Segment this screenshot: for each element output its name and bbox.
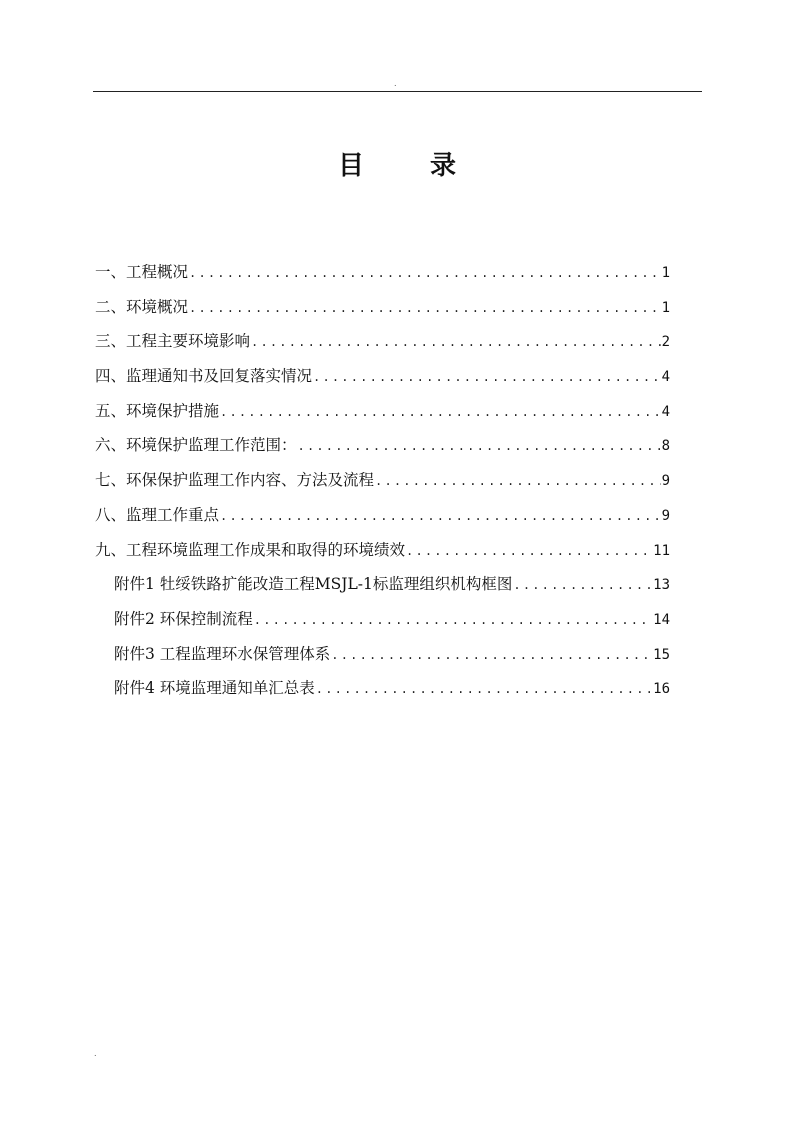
header-mark: . — [394, 79, 397, 88]
toc-leader-dots — [189, 298, 661, 318]
header-rule — [93, 91, 702, 92]
toc-entry-text: 五、环境保护措施 — [95, 401, 220, 420]
toc-leader-dots — [313, 367, 661, 387]
toc-entry-text: 附件4 环境监理通知单汇总表 — [114, 679, 315, 698]
toc-entry-text: 一、工程概况 — [95, 263, 189, 281]
toc-entry-page: 4 — [661, 403, 670, 420]
toc-entry-6[interactable] — [95, 435, 670, 470]
toc-entry-text: 三、工程主要环境影响 — [95, 332, 251, 351]
toc-entry-appendix-3[interactable] — [95, 644, 670, 679]
toc-entry-text: 附件3 工程监理环水保管理体系 — [114, 644, 331, 663]
toc-entry-page: 1 — [661, 265, 670, 281]
toc-leader-dots — [251, 332, 661, 352]
toc-entry-8[interactable] — [95, 505, 670, 540]
toc-entry-page: 13 — [653, 577, 670, 594]
toc-leader-dots — [406, 541, 652, 561]
toc-entry-page: 15 — [653, 646, 670, 663]
toc-entry-1[interactable] — [95, 262, 670, 297]
toc-entry-5[interactable] — [95, 401, 670, 436]
page-title: 目录 — [337, 151, 522, 181]
toc-leader-dots — [189, 263, 661, 283]
toc-entry-page: 14 — [653, 611, 670, 628]
table-of-contents — [95, 262, 670, 713]
toc-entry-text: 六、环境保护监理工作范围： — [95, 436, 297, 455]
toc-entry-text: 八、监理工作重点 — [95, 505, 220, 524]
toc-entry-2[interactable] — [95, 297, 670, 332]
toc-entry-page: 2 — [661, 334, 670, 351]
toc-entry-page: 4 — [661, 369, 670, 386]
toc-leader-dots — [220, 402, 661, 422]
toc-leader-dots — [254, 610, 652, 630]
toc-entry-page: 9 — [661, 473, 670, 490]
toc-entry-page: 8 — [661, 438, 670, 455]
toc-entry-4[interactable] — [95, 366, 670, 401]
toc-leader-dots — [220, 506, 661, 526]
toc-entry-9[interactable] — [95, 540, 670, 575]
toc-entry-text: 附件1 牡绥铁路扩能改造工程MSJL-1标监理组织机构框图 — [114, 575, 513, 594]
toc-entry-appendix-1[interactable] — [95, 574, 670, 609]
toc-entry-text: 二、环境概况 — [95, 297, 189, 316]
toc-leader-dots — [316, 679, 652, 699]
footer-mark: . — [94, 1049, 97, 1058]
toc-entry-text: 附件2 环保控制流程 — [114, 609, 253, 628]
toc-entry-text: 四、监理通知书及回复落实情况 — [95, 367, 313, 386]
toc-leader-dots — [375, 471, 661, 491]
toc-leader-dots — [513, 575, 652, 595]
toc-entry-page: 9 — [661, 507, 670, 524]
toc-entry-page: 1 — [661, 299, 670, 316]
toc-entry-text: 九、工程环境监理工作成果和取得的环境绩效 — [95, 540, 406, 559]
toc-entry-7[interactable] — [95, 470, 670, 505]
toc-leader-dots — [331, 645, 652, 665]
toc-entry-appendix-4[interactable] — [95, 678, 670, 713]
toc-entry-page: 16 — [653, 681, 670, 698]
toc-entry-page: 11 — [653, 542, 670, 559]
toc-leader-dots — [298, 436, 661, 456]
toc-entry-appendix-2[interactable] — [95, 609, 670, 644]
toc-entry-text: 七、环保保护监理工作内容、方法及流程 — [95, 471, 375, 490]
toc-entry-3[interactable] — [95, 331, 670, 366]
